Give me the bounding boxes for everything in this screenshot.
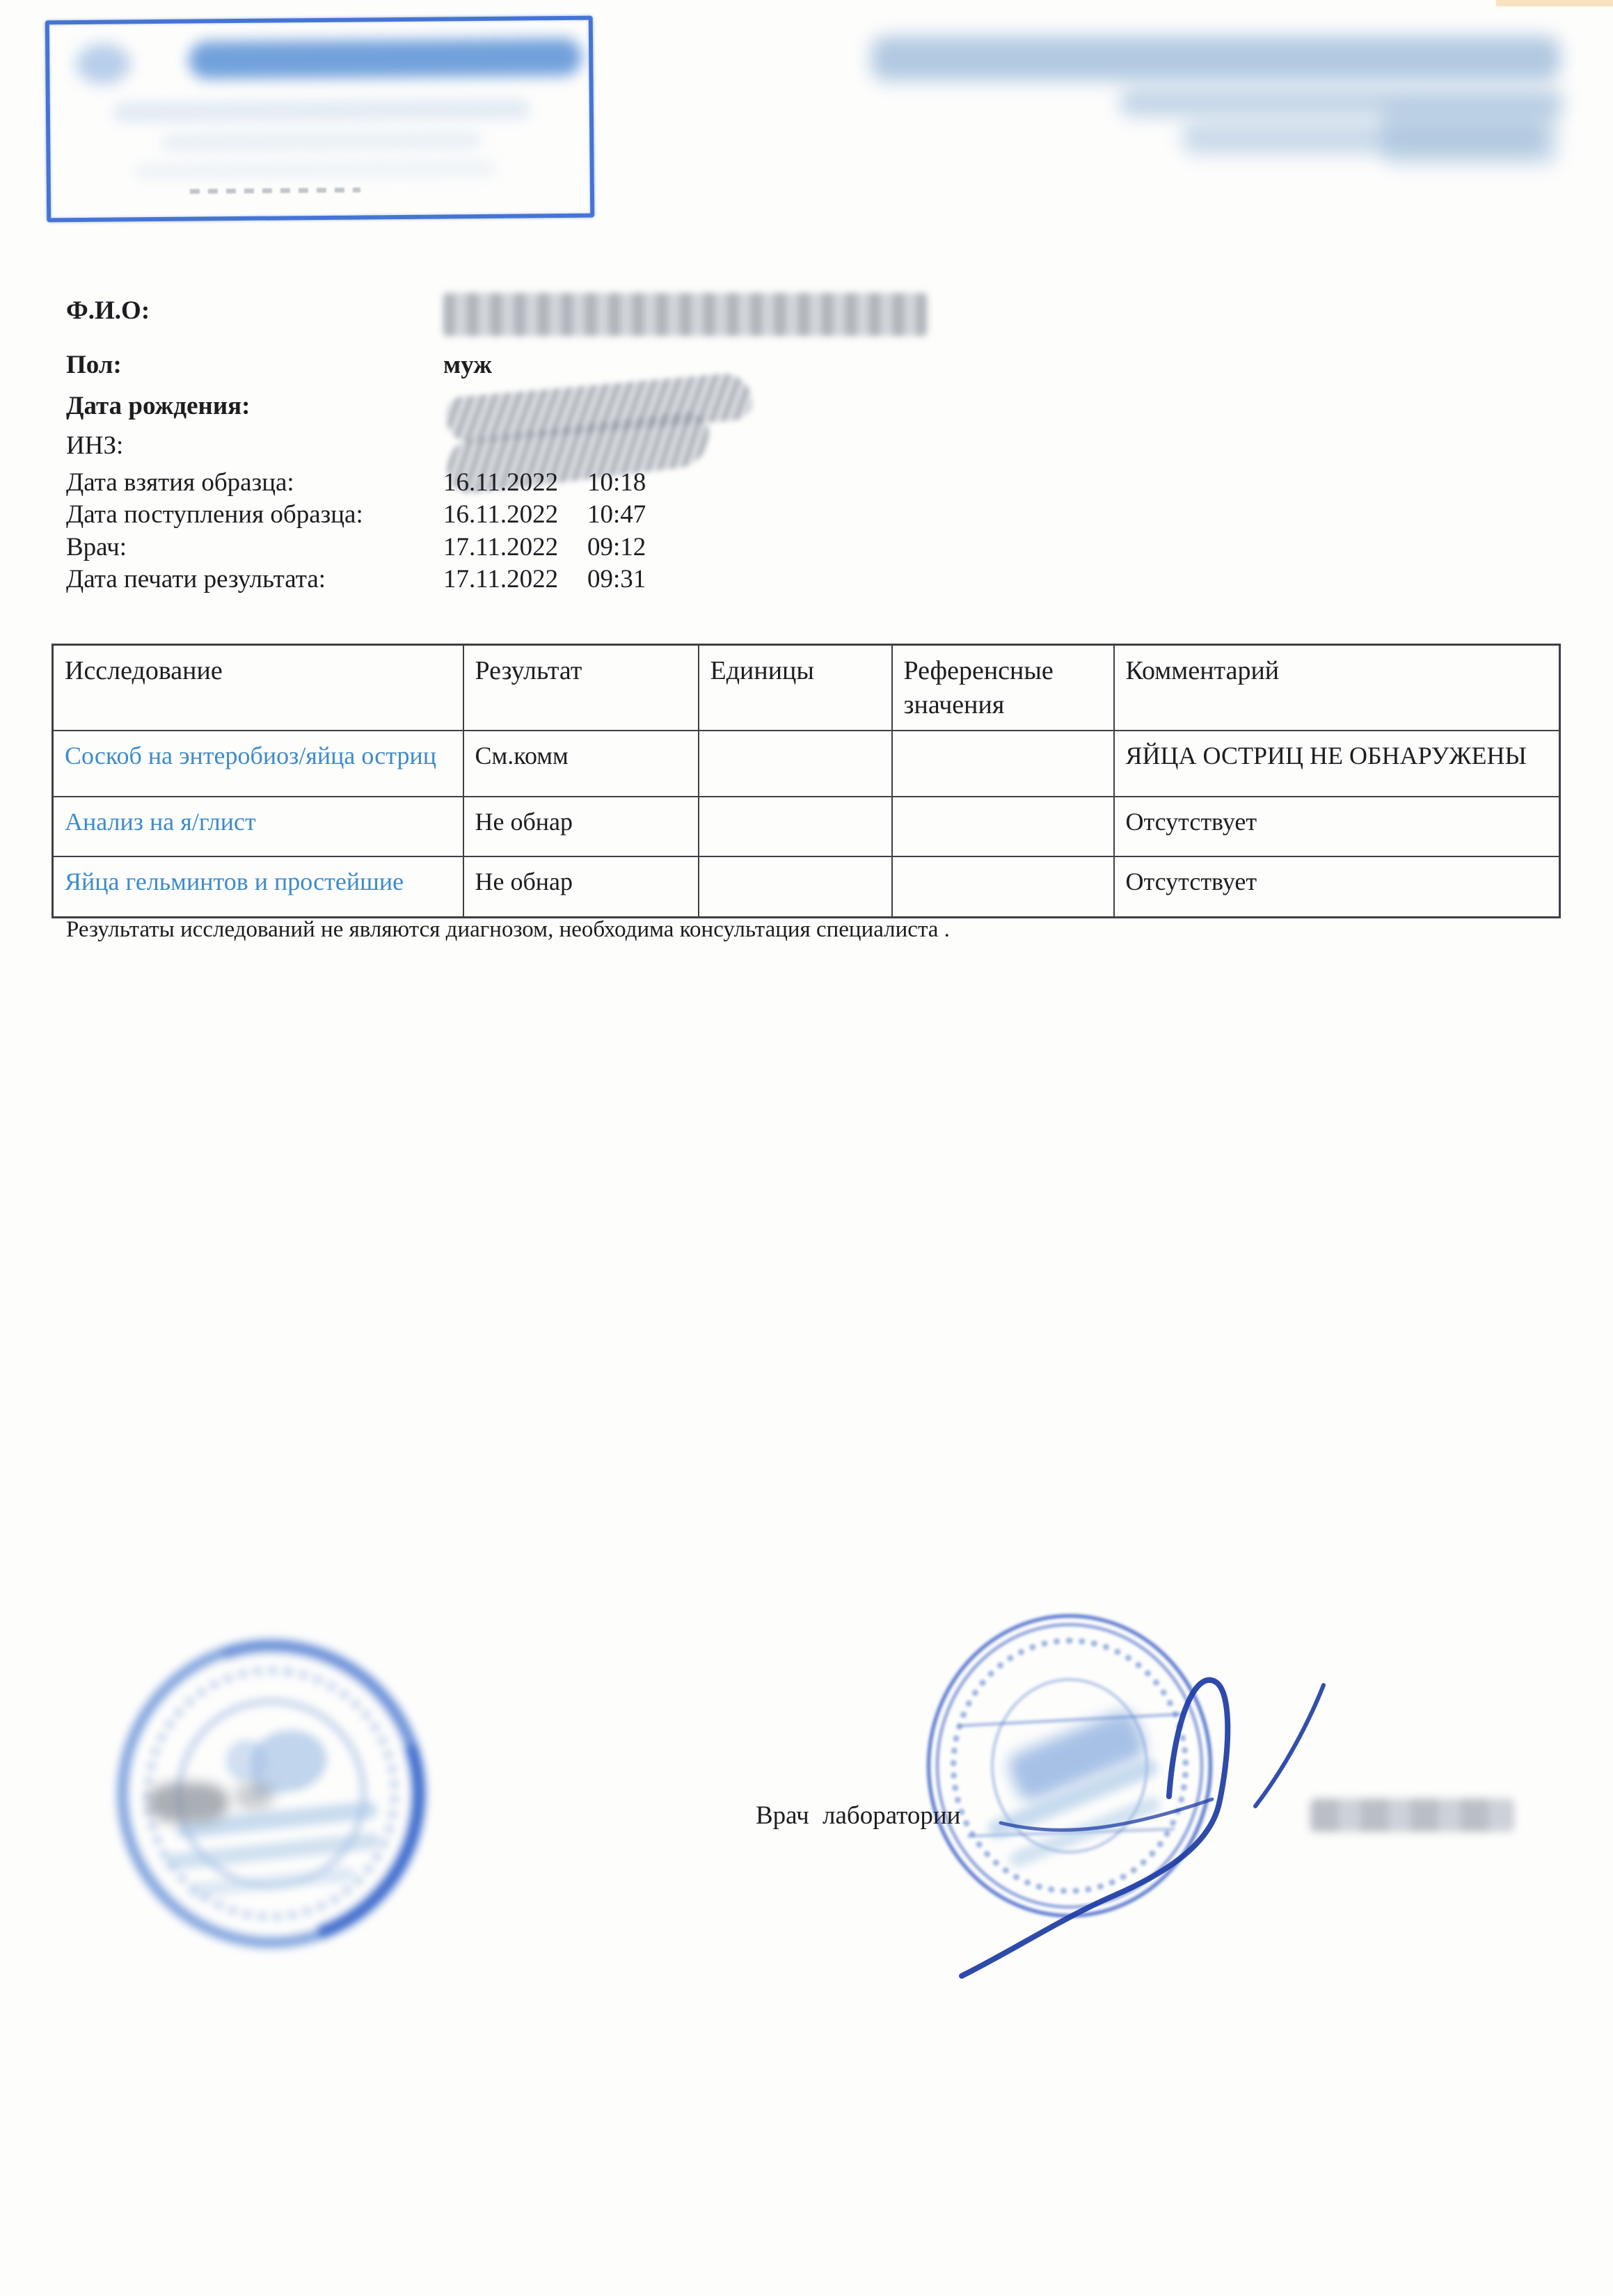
redacted-clinic-name xyxy=(189,38,582,79)
clinic-logo-blur xyxy=(76,43,131,84)
table-row xyxy=(53,856,1560,917)
redacted-stamp-line xyxy=(113,98,530,122)
redacted-clinic-address xyxy=(1381,104,1559,166)
patient-field-row xyxy=(66,532,646,567)
doctor-signature xyxy=(898,1593,1468,1983)
redacted-stamp-caption xyxy=(148,1783,228,1823)
date-value: 16.11.2022 xyxy=(443,500,559,529)
comment-cell: Отсутствует xyxy=(1114,856,1560,917)
redacted-clinic-address xyxy=(871,36,1560,81)
patient-field-row xyxy=(66,296,150,330)
signature-label: Врач лаборатории xyxy=(756,1801,961,1830)
time-value: 09:12 xyxy=(587,533,646,561)
reference-cell xyxy=(892,856,1114,917)
column-header-test: Исследование xyxy=(53,645,463,731)
field-value xyxy=(443,500,646,529)
table-row xyxy=(53,797,1560,856)
field-value: муж xyxy=(443,351,493,379)
units-cell xyxy=(699,731,892,797)
field-label: Дата рождения: xyxy=(66,392,251,420)
field-value xyxy=(443,532,646,562)
field-label: Дата взятия образца: xyxy=(66,468,294,497)
result-cell: Не обнар xyxy=(463,856,699,917)
comment-cell: Отсутствует xyxy=(1114,797,1560,856)
patient-field-row xyxy=(66,564,646,599)
column-header-result: Результат xyxy=(463,645,699,731)
comment-cell: ЯЙЦА ОСТРИЦ НЕ ОБНАРУЖЕНЫ xyxy=(1114,731,1560,797)
patient-field-row xyxy=(66,500,646,534)
test-name-cell: Анализ на я/глист xyxy=(53,797,463,856)
column-header-comment: Комментарий xyxy=(1114,645,1560,731)
redacted-stamp-caption xyxy=(235,1781,273,1810)
patient-field-row xyxy=(66,468,646,502)
stamp-dotted-line xyxy=(190,187,360,193)
patient-field-row xyxy=(66,431,123,465)
disclaimer-text: Результаты исследований не являются диагнозом, необходима консультация специалиста . xyxy=(66,917,950,942)
time-value: 10:18 xyxy=(587,468,646,497)
patient-field-row xyxy=(66,391,250,426)
results-table xyxy=(51,644,1561,918)
reference-cell xyxy=(892,731,1114,797)
table-header-row xyxy=(53,645,1560,731)
column-header-units: Единицы xyxy=(699,645,892,731)
units-cell xyxy=(699,856,892,917)
date-value: 17.11.2022 xyxy=(443,533,559,561)
scan-artifact xyxy=(1496,0,1613,6)
field-label: Дата поступления образца: xyxy=(66,500,363,529)
field-label: Врач: xyxy=(66,533,127,561)
reference-cell xyxy=(892,797,1114,856)
field-value xyxy=(443,468,646,497)
date-value: 16.11.2022 xyxy=(443,468,559,497)
clinic-stamp xyxy=(45,16,595,223)
field-label: ИНЗ: xyxy=(66,431,124,460)
field-value xyxy=(443,564,646,594)
patient-field-row xyxy=(66,350,493,385)
result-cell: Не обнар xyxy=(463,797,699,856)
time-value: 09:31 xyxy=(587,565,646,593)
units-cell xyxy=(699,797,892,856)
redacted-stamp-line xyxy=(134,160,496,180)
column-header-reference: Референсные значения xyxy=(892,645,1114,731)
field-label: Ф.И.О: xyxy=(66,296,150,325)
test-name-cell: Яйца гельминтов и простейшие xyxy=(53,856,463,917)
time-value: 10:47 xyxy=(587,500,646,529)
date-value: 17.11.2022 xyxy=(443,565,559,593)
field-label: Дата печати результата: xyxy=(66,565,326,593)
redacted-stamp-line xyxy=(161,131,482,152)
result-cell: См.комм xyxy=(463,731,699,797)
table-row xyxy=(53,731,1560,797)
test-name-cell: Соскоб на энтеробиоз/яйца остриц xyxy=(53,731,463,797)
field-label: Пол: xyxy=(66,351,122,379)
redacted-patient-name xyxy=(443,293,927,336)
